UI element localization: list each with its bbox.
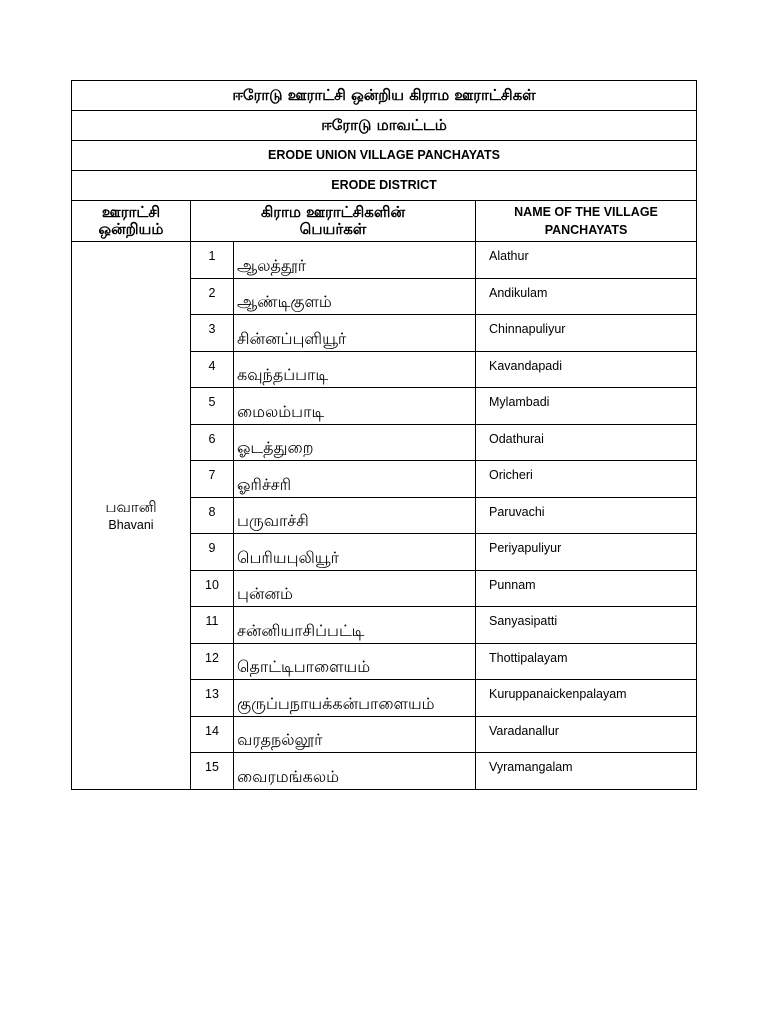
village-name-tamil: குருப்பநாயக்கன்பாளையம் <box>234 680 476 717</box>
table-row <box>72 242 697 279</box>
district-english: ERODE DISTRICT <box>72 171 697 201</box>
serial-number: 8 <box>191 497 234 534</box>
column-header-row <box>72 201 697 242</box>
village-name-tamil: ஆண்டிகுளம் <box>234 278 476 315</box>
village-name-english: Andikulam <box>476 278 697 315</box>
serial-number: 12 <box>191 643 234 680</box>
village-name-tamil: வைரமங்கலம் <box>234 753 476 790</box>
village-name-tamil: சின்னப்புளியூர் <box>234 315 476 352</box>
serial-number: 1 <box>191 242 234 279</box>
serial-number: 9 <box>191 534 234 571</box>
village-name-english: Thottipalayam <box>476 643 697 680</box>
union-name-english: Bhavani <box>108 518 154 533</box>
village-name-english: Sanyasipatti <box>476 607 697 644</box>
village-tamil-column-header <box>191 201 476 242</box>
english-header-line2: PANCHAYATS <box>544 223 628 237</box>
village-name-tamil: ஆலத்தூர் <box>234 242 476 279</box>
serial-number: 15 <box>191 753 234 790</box>
title-tamil: ஈரோடு ஊராட்சி ஒன்றிய கிராம ஊராட்சிகள் <box>72 81 697 111</box>
village-name-english: Paruvachi <box>476 497 697 534</box>
serial-number: 11 <box>191 607 234 644</box>
village-name-english: Odathurai <box>476 424 697 461</box>
serial-number: 5 <box>191 388 234 425</box>
district-tamil: ஈரோடு மாவட்டம் <box>72 111 697 141</box>
english-header-line1: NAME OF THE VILLAGE <box>514 205 658 219</box>
union-column-header <box>72 201 191 242</box>
serial-number: 3 <box>191 315 234 352</box>
serial-number: 13 <box>191 680 234 717</box>
serial-number: 10 <box>191 570 234 607</box>
village-name-english: Punnam <box>476 570 697 607</box>
serial-number: 4 <box>191 351 234 388</box>
union-name-cell <box>72 242 191 790</box>
village-name-tamil: பெரியபுலியூர் <box>234 534 476 571</box>
serial-number: 6 <box>191 424 234 461</box>
union-header-line2: ஒன்றியம் <box>98 220 164 238</box>
village-name-tamil: சன்னியாசிப்பட்டி <box>234 607 476 644</box>
title-english: ERODE UNION VILLAGE PANCHAYATS <box>72 141 697 171</box>
village-name-tamil: பருவாச்சி <box>234 497 476 534</box>
village-name-english: Chinnapuliyur <box>476 315 697 352</box>
village-english-column-header <box>476 201 697 242</box>
village-name-english: Vyramangalam <box>476 753 697 790</box>
village-name-tamil: புன்னம் <box>234 570 476 607</box>
village-name-english: Kavandapadi <box>476 351 697 388</box>
serial-number: 2 <box>191 278 234 315</box>
village-name-english: Alathur <box>476 242 697 279</box>
village-name-tamil: வரதநல்லூர் <box>234 716 476 753</box>
village-name-tamil: ஓரிச்சரி <box>234 461 476 498</box>
village-name-tamil: ஓடத்துறை <box>234 424 476 461</box>
village-header-line1: கிராம ஊராட்சிகளின் <box>260 203 406 221</box>
panchayat-table <box>71 80 697 790</box>
village-name-english: Varadanallur <box>476 716 697 753</box>
serial-number: 7 <box>191 461 234 498</box>
village-header-line2: பெயர்கள் <box>299 220 367 238</box>
village-name-english: Kuruppanaickenpalayam <box>476 680 697 717</box>
village-name-english: Oricheri <box>476 461 697 498</box>
village-name-english: Periyapuliyur <box>476 534 697 571</box>
village-name-tamil: மைலம்பாடி <box>234 388 476 425</box>
village-name-tamil: தொட்டிபாளையம் <box>234 643 476 680</box>
serial-number: 14 <box>191 716 234 753</box>
union-header-line1: ஊராட்சி <box>101 203 161 221</box>
union-name-tamil: பவானி <box>105 498 157 517</box>
village-name-english: Mylambadi <box>476 388 697 425</box>
village-name-tamil: கவுந்தப்பாடி <box>234 351 476 388</box>
